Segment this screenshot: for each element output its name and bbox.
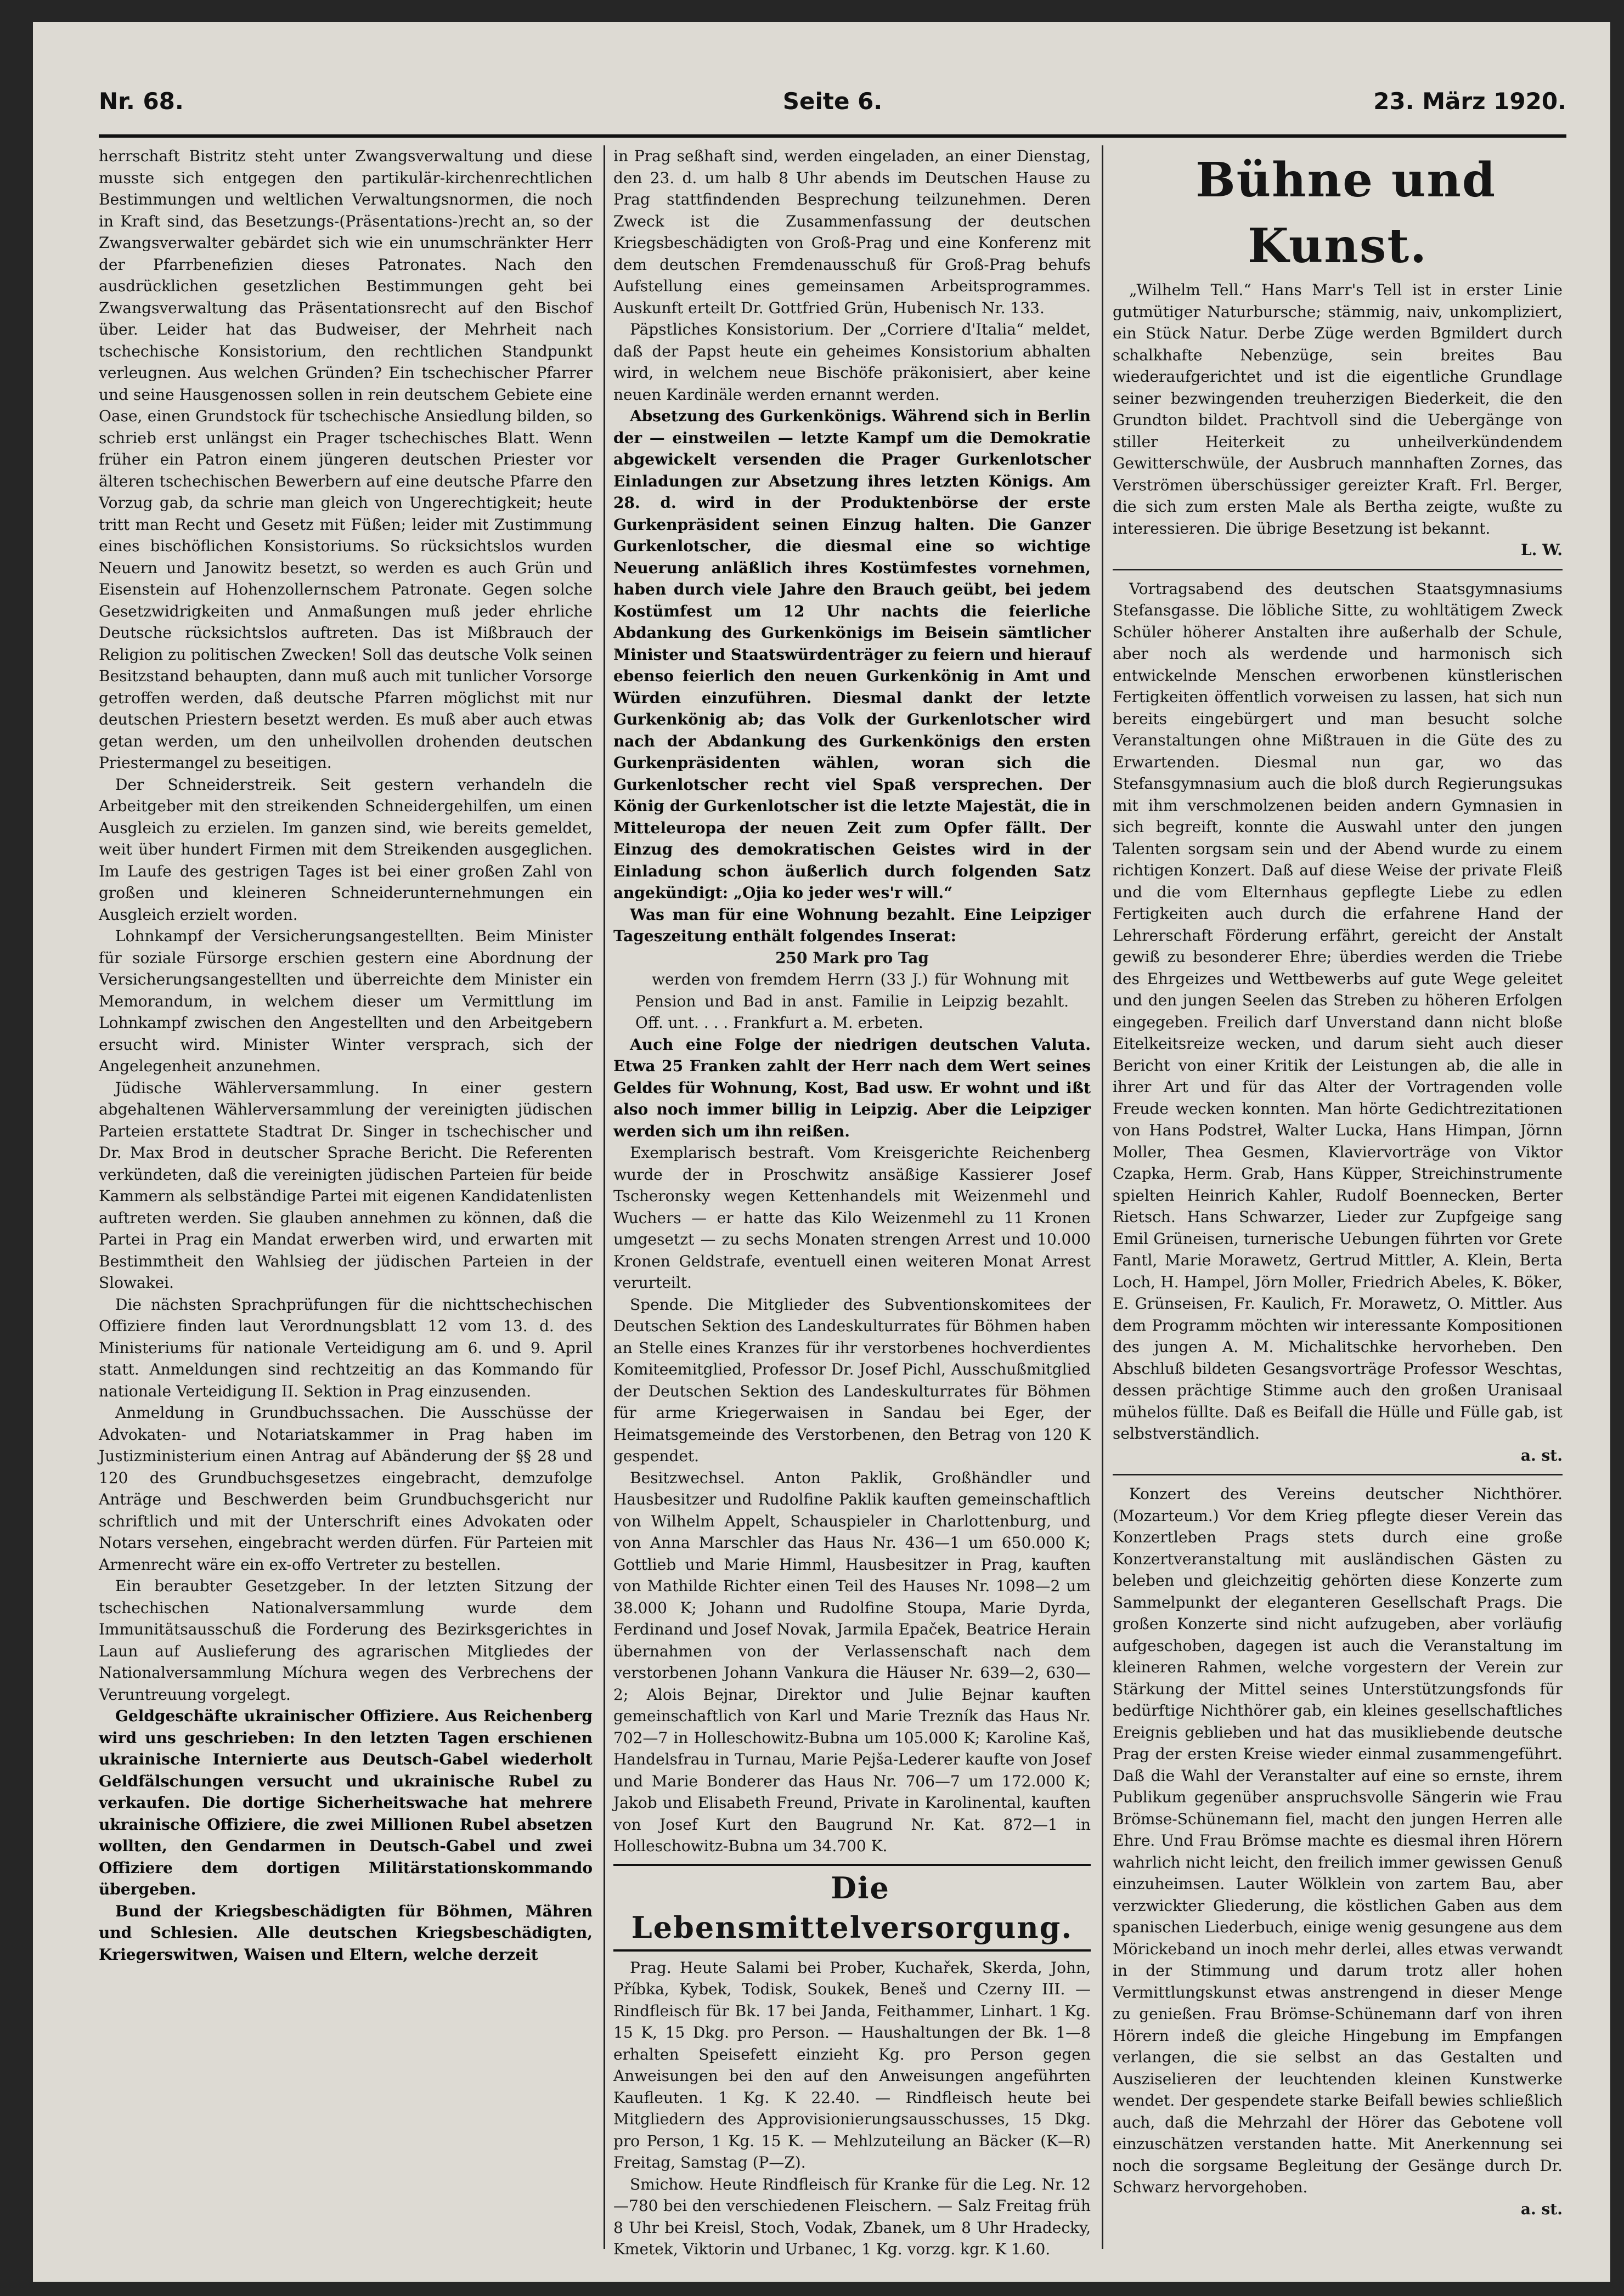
article-paragraph: herrschaft Bistritz steht unter Zwangsverwaltung und diese musste sich entgegen den partikulär-kirchenrechtlichen Bestimmungen und weltlichen Verwaltungsnormen, die noch in Kraft sind, das Besetzungs-(Präsentations-)recht an, so der Zwangsverwalter gebärdet sich wie ein unumschränkter Herr der Pfarrbenefizien dieses Patronates. Nach den ausdrücklichen gesetzlichen Bestimmungen geht bei Zwangsverwaltung das Präsentationsrecht auf den Bischof über. Leider hat das Budweiser, der Mehrheit nach tschechische Konsistorium, den rechtlichen Standpunkt verleugnen. Aus welchen Gründen? Ein tschechischer Pfarrer und seine Hausgenossen sollen in rein deutschem Gebiete eine Oase, einen Grundstock für tschechische Ansiedlung bilden, so schrieb erst unlängst ein Prager tschechisches Blatt. Wenn früher ein Patron einem jüngeren deutschen Priester vor älteren tschechischen Bewerbern auf eine deutsche Pfarre den Vorzug gab, da schrie man gleich von Ungerechtigkeit; heute tritt man Recht und Gesetz mit Füßen; leider mit Zustimmung eines bischöflichen Konsistoriums. So rücksichtslos wurden Neuern und Janowitz besetzt, so werden es auch Grün und Eisenstein auf Hohenzollernschem Patronate. Gegen solche Gesetzwidrigkeiten und Anmaßungen muß jeder ehrliche Deutsche rücksichtslos auftreten. Das ist Mißbrauch der Religion zu politischen Zwecken! Soll das deutsche Volk seinen Besitzstand behaupten, dann muß auch mit tunlicher Vorsorge getroffen werden, daß deutsche Pfarren möglichst mit nur deutschen Priestern besetzt werden. Es muß aber auch etwas getan werden, um den unheilvollen drohenden deutschen Priestermangel zu beseitigen.	[99, 147, 593, 772]
article-gurkenkoenig: Absetzung des Gurkenkönigs. Während sich in Berlin der — einstweilen — letzte Kampf um die Demokratie abgewickelt versenden die Prager Gurkenlotscher Einladungen zur Absetzung ihres letzten Königs. Am 28. d. wird in der Produktenbörse der erste Gurkenpräsident seinen Einzug halten. Die Ganzer Gurkenlotscher, die diesmal eine so wichtige Neuerung anläßlich ihres Kostümfestes vornehmen, haben durch viele Jahre den Brauch geübt, bei jedem Kostümfest um 12 Uhr nachts die feierliche Abdankung des Gurkenkönigs im Beisein sämtlicher Minister und Staatswürdenträger zu feiern und hierauf ebenso feierlich den neuen Gurkenkönig in Amt und Würden einzuführen. Diesmal dankt der letzte Gurkenkönig ab; das Volk der Gurkenlotscher wird nach der Abdankung des Gurkenkönigs den ersten Gurkenpräsidenten wählen, woran sich die Gurkenlotscher recht viel Spaß versprechen. Der König der Gurkenlotscher ist die letzte Majestät, die in Mitteleuropa der neuen Zeit zum Opfer fällt. Der Einzug des demokratischen Geistes wird in der Einladung schon äußerlich durch folgenden Satz angekündigt: „Ojia ko jeder wes'r will.“	[613, 407, 1091, 902]
article-waehlerversammlung: Jüdische Wählerversammlung. In einer gestern abgehaltenen Wählerversammlung der vereinigten jüdischen Parteien erstattete Stadtrat Dr. Singer in tschechischer und Dr. Max Brod in deutscher Sprache Bericht. Die Referenten verkündeten, daß die vereinigten jüdischen Parteien für beide Kammern als selbständige Partei mit eigenen Kandidatenlisten auftreten werden. Sie glauben annehmen zu können, daß die Partei in Prag ein Mandat erwerben wird, und erwarten mit Bestimmtheit den Wahlsieg der jüdischen Parteien in der Slowakei.	[99, 1078, 593, 1292]
article-spende: Spende. Die Mitglieder des Subventionskomitees der Deutschen Sektion des Landeskulturrates für Böhmen haben an Stelle eines Kranzes für ihr verstorbenes hochverdientes Komiteemitglied, Professor Dr. Josef Pichl, Ausschußmitglied der Deutschen Sektion des Landeskulturrates für Böhmen für arme Kriegerwaisen in Sandau bei Eger, der Heimatsgemeinde des Verstorbenen, den Betrag von 120 K gespendet.	[613, 1295, 1091, 1465]
article-grundbuchssachen: Anmeldung in Grundbuchssachen. Die Ausschüsse der Advokaten- und Notariatskammer in Prag haben im Justizministerium einen Antrag auf Abänderung der §§ 28 und 120 des Grundbuchsgesetzes eingebracht, demzufolge Anträge und Beschwerden beim Grundbuchsgericht nur schriftlich und mit der Unterschrift eines Advokaten oder Notars versehen, eingebracht werden dürfen. Für Parteien mit Armenrecht wäre ein ex-offo Vertreter zu bestellen.	[99, 1404, 593, 1574]
article-valuta: Auch eine Folge der niedrigen deutschen Valuta. Etwa 25 Franken zahlt der Herr nach dem Wert seines Geldes für Wohnung, Kost, Bad usw. Er wohnt und ißt also noch immer billig in Leipzig. Aber die Leipziger werden sich um ihn reißen.	[613, 1035, 1091, 1140]
article-kriegsbeschaedigte: Bund der Kriegsbeschädigten für Böhmen, Mähren und Schlesien. Alle deutschen Kriegsbeschädigten, Kriegerswitwen, Waisen und Eltern, welche derzeit	[99, 1902, 593, 1964]
inserat-heading: 250 Mark pro Tag	[775, 948, 929, 967]
article-bestraft: Exemplarisch bestraft. Vom Kreisgerichte Reichenberg wurde der in Proschwitz ansäßige Kassierer Josef Tscheronsky wegen Kettenhandels mit Weizenmehl und Wuchers — er hatte das Kilo Weizenmehl zu 11 Kronen umgesetzt — zu sechs Monaten strengen Arrest und 10.000 Kronen Geldstrafe, eventuell einen weiteren Monat Arrest verurteilt.	[613, 1144, 1091, 1292]
newspaper-page	[33, 22, 1610, 2282]
column-rule	[604, 145, 605, 2249]
author-signature: L. W.	[1520, 541, 1563, 559]
article-wilhelm-tell: „Wilhelm Tell.“ Hans Marr's Tell ist in erster Linie gutmütiger Naturbursche; stämmig, naiv, unkompliziert, ein Stück Natur. Derbe Züge werden Bgmildert durch schalkhafte Nebenzüge, sein breites Bau wiederaufgerichtet und ist die eigentliche Grundlage seiner bezwingenden treuherzigen Biederkeit, die den Grundton bildet. Prachtvoll sind die Uebergänge von stiller Heiterkeit zu unheilverkündendem Gewitterschwüle, der Ausbruch mannhaften Zornes, das Verströmen überschüssiger gereizter Kraft. Frl. Berger, die sich zum ersten Male als Bertha zeigte, wußte zu interessieren. Die übrige Besetzung ist bekannt.	[1113, 281, 1563, 538]
article-konsistorium: Päpstliches Konsistorium. Der „Corriere d'Italia“ meldet, daß der Papst heute ein geheimes Konsistorium abhalten wird, in welchem neue Bischöfe präkonisiert, aber keine neuen Kardinäle werden ernannt werden.	[613, 320, 1091, 404]
section-heading-lebensmittel: Die Lebensmittelversorgung.	[613, 1864, 1091, 1952]
article-wohnung: Was man für eine Wohnung bezahlt. Eine Leipziger Tageszeitung enthält folgendes Inserat:	[613, 905, 1091, 945]
article-schneiderstreik: Der Schneiderstreik. Seit gestern verhandeln die Arbeitgeber mit den streikenden Schneidergehilfen, um einen Ausgleich zu erzielen. Im ganzen sind, wie bereits gemeldet, weit über hundert Firmen mit dem Streikenden ausgeglichen. Im Laufe des gestrigen Tages ist bei einer großen Zahl von großen und kleineren Schneiderunternehmungen ein Ausgleich erzielt worden.	[99, 775, 593, 924]
column-1	[99, 145, 593, 2249]
article-lebensmittel-prag: Prag. Heute Salami bei Prober, Kuchařek, Skerda, John, Příbka, Kybek, Todisk, Soukek, Beneš und Czerny III. — Rindfleisch für Bk. 17 bei Janda, Feithammer, Linhart. 1 Kg. 15 K, 15 Dkg. pro Person. — Haushaltungen der Bk. 1—8 erhalten Speisefett einzieht Kg. pro Person gegen Anweisungen bei den auf den Anweisungen angeführten Kaufleuten. 1 Kg. K 22.40. — Rindfleisch heute bei Mitgliedern des Approvisionierungsausschusses, 15 Dkg. pro Person, 1 Kg. 15 K. — Mehlzuteilung an Bäcker (K—R) Freitag, Samstag (P—Z).	[613, 1958, 1091, 2171]
author-signature: a. st.	[1520, 1446, 1563, 1464]
column-3	[1113, 145, 1563, 2249]
article-lohnkampf: Lohnkampf der Versicherungsangestellten. Beim Minister für soziale Fürsorge erschien gestern eine Abordnung der Versicherungsangestellten und überreichte dem Minister ein Memorandum, in welchem dieser um Vermittlung im Lohnkampf zwischen den Angestellten und den Arbeitgebern ersucht wird. Minister Winter versprach, sich der Angelegenheit anzunehmen.	[99, 927, 593, 1075]
author-signature: a. st.	[1520, 2199, 1563, 2218]
inserat-text: werden von fremdem Herrn (33 J.) für Wohnung mit Pension und Bad in anst. Familie in Leipzig bezahlt. Off. unt. . . . Frankfurt a. M. erbeten.	[635, 970, 1069, 1032]
issue-date: 23. März 1920.	[1373, 88, 1566, 115]
article-ukrainische-offiziere: Geldgeschäfte ukrainischer Offiziere. Aus Reichenberg wird uns geschrieben: In den letzten Tagen erschienen ukrainische Internierte aus Deutsch-Gabel wiederholt Geldfälschungen versucht und ukrainische Rubel zu verkaufen. Die dortige Sicherheitswache hat mehrere ukrainische Offiziere, die zwei Millionen Rubel absetzen wollten, den Gendarmen in Deutsch-Gabel und zwei Offiziere dem dortigen Militärstationskommando übergeben.	[99, 1707, 593, 1898]
column-rule	[1102, 145, 1103, 2249]
article-paragraph: in Prag seßhaft sind, werden eingeladen, an einer Dienstag, den 23. d. um halb 8 Uhr abends im Deutschen Hause zu Prag stattfindenden Besprechung teilzunehmen. Deren Zweck ist die Zusammenfassung der deutschen Kriegsbeschädigten von Groß-Prag und eine Konferenz mit dem deutschen Fremdenausschuß für Groß-Prag behufs Aufstellung eines gemeinsamen Arbeitsprogrammes. Auskunft erteilt Dr. Gottfried Grün, Hubenisch Nr. 133.	[613, 147, 1091, 317]
page-header	[99, 88, 1566, 126]
issue-number: Nr. 68.	[99, 88, 184, 115]
article-vortragsabend: Vortragsabend des deutschen Staatsgymnasiums Stefansgasse. Die löbliche Sitte, zu wohltätigem Zweck Schüler höherer Anstalten ihre außerhalb der Schule, aber noch als werdende und harmonisch sich entwickelnde Menschen erworbenen künstlerischen Fertigkeiten öffentlich vorweisen zu lassen, hat sich nun bereits eingebürgert und man besucht solche Veranstaltungen ohne Mißtrauen in die Güte des zu Erwartenden. Diesmal nun gar, wo das Stefansgymnasium auch die bloß durch Regierungsukas mit ihm verschmolzenen beiden andern Gymnasien in sich begreift, konnte die Auswahl unter den jungen Talenten sorgsam sein und der Abend wurde zu einem richtigen Konzert. Daß auf diese Weise der private Fleiß und die vom Elternhaus gepflegte Liebe zu edlen Fertigkeiten auch durch die erfahrene Hand der Lehrerschaft Förderung erfährt, gereicht der Anstalt gewiß zu besonderer Ehre; überdies werden die Triebe des Ehrgeizes und Wettbewerbs auf gute Wege geleitet und den jungen Seelen das Streben zu höheren Erfolgen eingegeben. Freilich darf Unverstand dann nicht bloße Eitelkeitsreize wecken, und darum sieht auch dieser Bericht von einer Kritik der Leistungen ab, die alle in ihrer Art und für das Alter der Vortragenden volle Freude wecken konnten. Man hörte Gedichtrezitationen von Hans Podstreł, Walter Lucka, Hans Himpan, Jörnn Moller, Thea Gesmen, Klaviervorträge von Viktor Czapka, Herm. Grab, Hans Küpper, Streichinstrumente spielten Heinrich Kahler, Rudolf Boennecken, Berter Rietsch. Hans Schwarzer, Lieder zur Zupfgeige sang Emil Grüneisen, turnerische Uebungen führten vor Grete Fantl, Marie Morawetz, Gertrud Mittler, A. Klein, Berta Loch, H. Hampel, Jörn Moller, Friedrich Abeles, K. Böker, E. Grünseisen, Fr. Kaulich, Fr. Morawetz, O. Mittler. Aus dem Programm möchten wir interessante Kompositionen des jungen A. M. Michalitschke hervorheben. Den Abschluß bildeten Gesangsvorträge Professor Weschtas, dessen prächtige Stimme auch den großen Uranisaal mühelos füllte. Daß es Beifall die Hülle und Fülle gab, ist selbstverständlich.	[1113, 579, 1563, 1443]
article-besitzwechsel: Besitzwechsel. Anton Paklik, Großhändler und Hausbesitzer und Rudolfine Paklik kauften gemeinschaftlich von Wilhelm Appelt, Schauspieler in Charlottenburg, und von Anna Marschler das Haus Nr. 436—1 um 650.000 K; Gottlieb und Marie Himml, Hausbesitzer in Prag, kauften von Mathilde Richter einen Teil des Hauses Nr. 1098—2 um 38.000 K; Johann und Rudolfine Stoupa, Marie Dyrda, Ferdinand und Josef Novak, Jarmila Epaček, Beatrice Herain übernahmen von der Verlassenschaft nach dem verstorbenen Johann Vankura die Häuser Nr. 639—2, 630—2; Alois Bejnar, Direktor und Julie Bejnar kauften gemeinschaftlich von Karl und Marie Trezník das Haus Nr. 702—7 in Holleschowitz-Bubna um 105.000 K; Karoline Kaš, Handelsfrau in Turnau, Marie Pejša-Lederer kaufte von Josef und Marie Bonderer das Haus Nr. 706—7 um 172.000 K; Jakob und Elisabeth Freund, Private in Karolinental, kauften von Josef Kurt den Baugrund Nr. Kat. 872—1 in Holleschowitz-Bubna um 34.700 K.	[613, 1468, 1091, 1855]
article-divider	[1113, 569, 1563, 570]
article-konzert: Konzert des Vereins deutscher Nichthörer. (Mozarteum.) Vor dem Krieg pflegte dieser Verein das Konzertleben Prags stets durch eine große Konzertveranstaltung mit ausländischen Gästen zu beleben und gleichzeitig gehörten diese Konzerte zum Sammelpunkt der eleganteren Gesellschaft Prags. Die großen Konzerte sind nicht aufzugeben, aber vorläufig aufgeschoben, dagegen ist auch die Veranstaltung im kleineren Rahmen, welche vorgestern der Verein zur Stärkung der Mittel seines Unterstützungsfonds für bedürftige Nichthörer gab, ein kleines gesellschaftliches Ereignis geblieben und hat das musikliebende deutsche Prag der ersten Kreise wieder einmal zusammengeführt. Daß die Wahl der Veranstalter auf eine so ernste, ihrem Publikum gegenüber anspruchsvolle Sängerin wie Frau Brömse-Schünemann fiel, macht den jungen Herren alle Ehre. Und Frau Brömse machte es diesmal ihren Hörern wahrlich nicht leicht, den freilich immer gewissen Genuß einzuheimsen. Lauter Wölklein von zartem Bau, aber verzwickter Gliederung, die köstlichen Gaben aus dem spanischen Liederbuch, einige wenig gesungene aus dem Mörickeband un inoch mehr derlei, alles etwas verwandt in der Stimmung und darum trotz aller hohen Vermittlungskunst etwas anstrengend in dieser Menge zu genießen. Frau Brömse-Schünemann darf von ihren Hörern indeß die gleiche Hingebung im Empfangen verlangen, die sie selbst an das Gestalten und Ausziselieren der leuchtenden kleinen Kunstwerke wendet. Der gespendete starke Beifall bewies schließlich auch, daß die Mehrzahl der Hörer das Gebotene voll einzuschätzen verstanden hatte. Mit Anerkennung sei noch die sorgsame Begleitung der Gesänge durch Dr. Schwarz hervorgehoben.	[1113, 1485, 1563, 2196]
article-divider	[1113, 1474, 1563, 1475]
column-2	[613, 145, 1091, 2258]
article-lebensmittel-smichow: Smichow. Heute Rindfleisch für Kranke für die Leg. Nr. 12—780 bei den verschiedenen Fleischern. — Salz Freitag früh 8 Uhr bei Kreisl, Stoch, Vodak, Zbanek, um 8 Uhr Hradecky, Kmetek, Viktorin und Urbanec, 1 Kg. vorzg. kgr. K 1.60.	[613, 2175, 1091, 2258]
page-number: Seite 6.	[782, 88, 883, 115]
article-sprachpruefungen: Die nächsten Sprachprüfungen für die nichttschechischen Offiziere finden laut Verordnungsblatt 12 vom 13. d. des Ministeriums für nationale Verteidigung am 6. und 9. April statt. Anmeldungen sind rechtzeitig an das Kommando für nationale Verteidigung II. Sektion in Prag einzusenden.	[99, 1295, 593, 1400]
section-heading-buehne: Bühne und Kunst.	[1195, 152, 1497, 274]
article-gesetzgeber: Ein beraubter Gesetzgeber. In der letzten Sitzung der tschechischen Nationalversammlung wurde dem Immunitätsausschuß die Forderung des Bezirksgerichtes in Laun auf Auslieferung des agrarischen Mitgliedes der Nationalversammlung Míchura wegen des Verbrechens der Veruntreuung vorgelegt.	[99, 1577, 593, 1704]
header-rule	[99, 134, 1566, 138]
